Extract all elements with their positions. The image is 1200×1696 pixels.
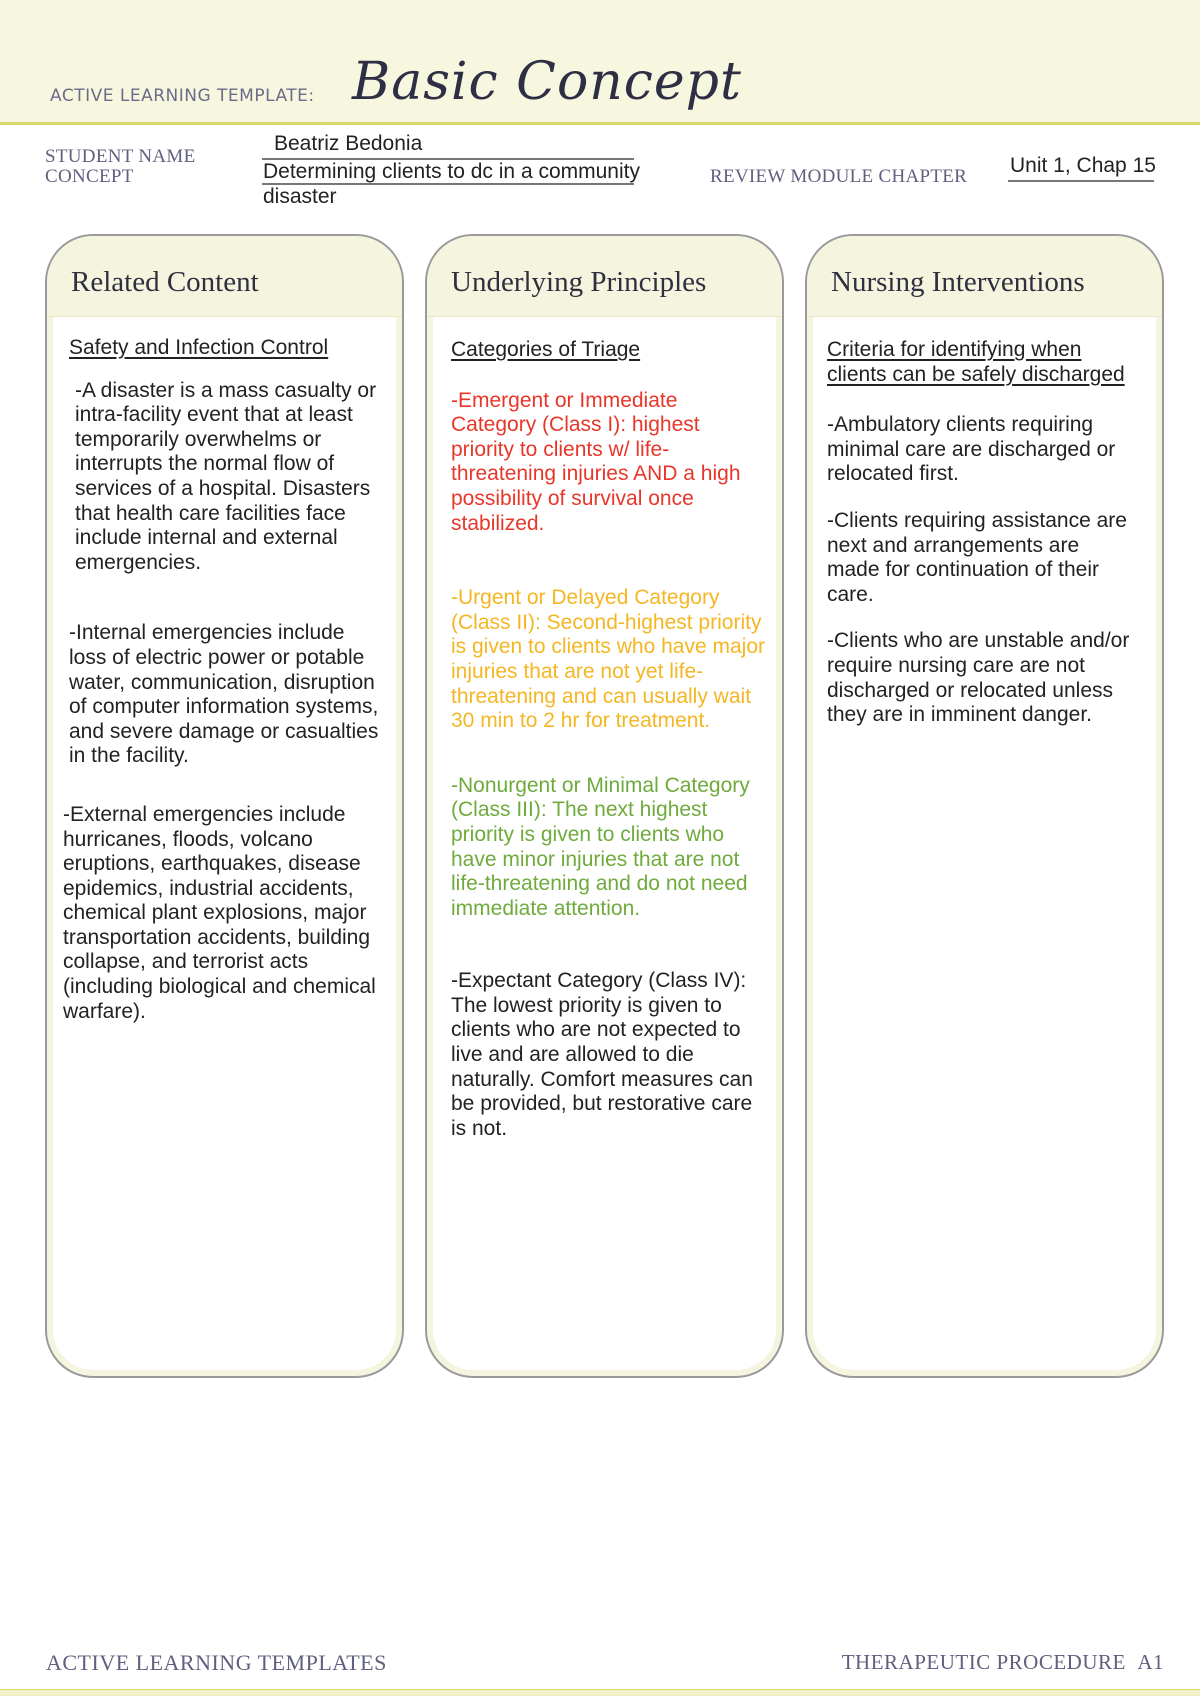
footer-right-label — [842, 1650, 1164, 1675]
triage-class-2: -Urgent or Delayed Category (Class II): Second-highest priority is given to clients who have major injuries that are not yet life-threatening and can usually wait 30 min to 2 hr for treatment. — [451, 586, 765, 733]
student-name-value[interactable]: Beatriz Bedonia — [274, 132, 423, 155]
footer-left-label: ACTIVE LEARNING TEMPLATES — [46, 1650, 387, 1675]
nursing-interventions-panel — [805, 234, 1164, 1378]
related-content-title: Related Content — [71, 266, 259, 298]
underlying-principles-title: Underlying Principles — [451, 266, 707, 298]
nursing-paragraph-2: -Clients requiring assistance are next and arrangements are made for continuation of their care. — [827, 508, 1127, 606]
nursing-paragraph-3: -Clients who are unstable and/or require nursing care are not discharged or relocated unless they are in imminent danger. — [827, 629, 1130, 727]
nursing-interventions-title: Nursing Interventions — [831, 266, 1085, 298]
footer-band — [0, 1689, 1200, 1696]
review-module-underline — [1008, 180, 1154, 182]
concept-underline — [262, 183, 634, 185]
related-content-panel — [45, 234, 404, 1378]
nursing-paragraph-1: -Ambulatory clients requiring minimal care are discharged or relocated first. — [827, 413, 1116, 486]
template-label: ACTIVE LEARNING TEMPLATE: — [50, 86, 315, 106]
related-content-header — [47, 236, 402, 317]
review-module-label: REVIEW MODULE CHAPTER — [710, 166, 968, 187]
underlying-principles-body[interactable] — [451, 338, 768, 1175]
triage-class-3: -Nonurgent or Minimal Category (Class III): The next highest priority is given to clients who have minor injuries that are not life-threatening and do not need immediate attention. — [451, 773, 750, 920]
nursing-interventions-header — [807, 236, 1162, 317]
nursing-interventions-subtitle: Criteria for identifying when clients can be safely discharged — [827, 338, 1125, 386]
nursing-interventions-body[interactable] — [827, 338, 1132, 762]
concept-value[interactable]: Determining clients to dc in a community disaster — [263, 160, 640, 208]
related-content-body[interactable] — [63, 336, 382, 1058]
template-title: Basic Concept — [352, 52, 742, 112]
footer-procedure-label: THERAPEUTIC PROCEDURE — [841, 1650, 1126, 1674]
related-paragraph-1: -A disaster is a mass casualty or intra-facility event that at least temporarily overwhelms or interrupts the normal flow of services of a hospital. Disasters that health care facilities face include internal and external emergencies. — [75, 378, 377, 574]
triage-class-4: -Expectant Category (Class IV): The lowest priority is given to clients who are not expected to live and are allowed to die naturally. Comfort measures can be provided, but restorative care is not. — [451, 969, 753, 1140]
triage-class-1: -Emergent or Immediate Category (Class I): highest priority to clients w/ life-threatening injuries AND a high possibility of survival once stabilized. — [451, 388, 741, 535]
underlying-principles-panel — [425, 234, 784, 1378]
concept-label: CONCEPT — [45, 166, 134, 187]
footer-page-code: A1 — [1137, 1650, 1164, 1674]
related-paragraph-2: -Internal emergencies include loss of electric power or potable water, communication, disruption of computer information systems, and severe damage or casualties in the facility. — [69, 621, 379, 768]
related-paragraph-3: -External emergencies include hurricanes, floods, volcano eruptions, earthquakes, disease epidemics, industrial accidents, chemical plant explosions, major transportation accidents, building collapse, and terrorist acts (including biological and chemical warfare). — [63, 802, 376, 1023]
underlying-principles-subtitle: Categories of Triage — [451, 338, 641, 361]
student-name-label: STUDENT NAME — [45, 146, 196, 167]
related-content-subtitle: Safety and Infection Control — [69, 336, 329, 359]
underlying-principles-header — [427, 236, 782, 317]
review-module-value[interactable]: Unit 1, Chap 15 — [1010, 154, 1156, 177]
